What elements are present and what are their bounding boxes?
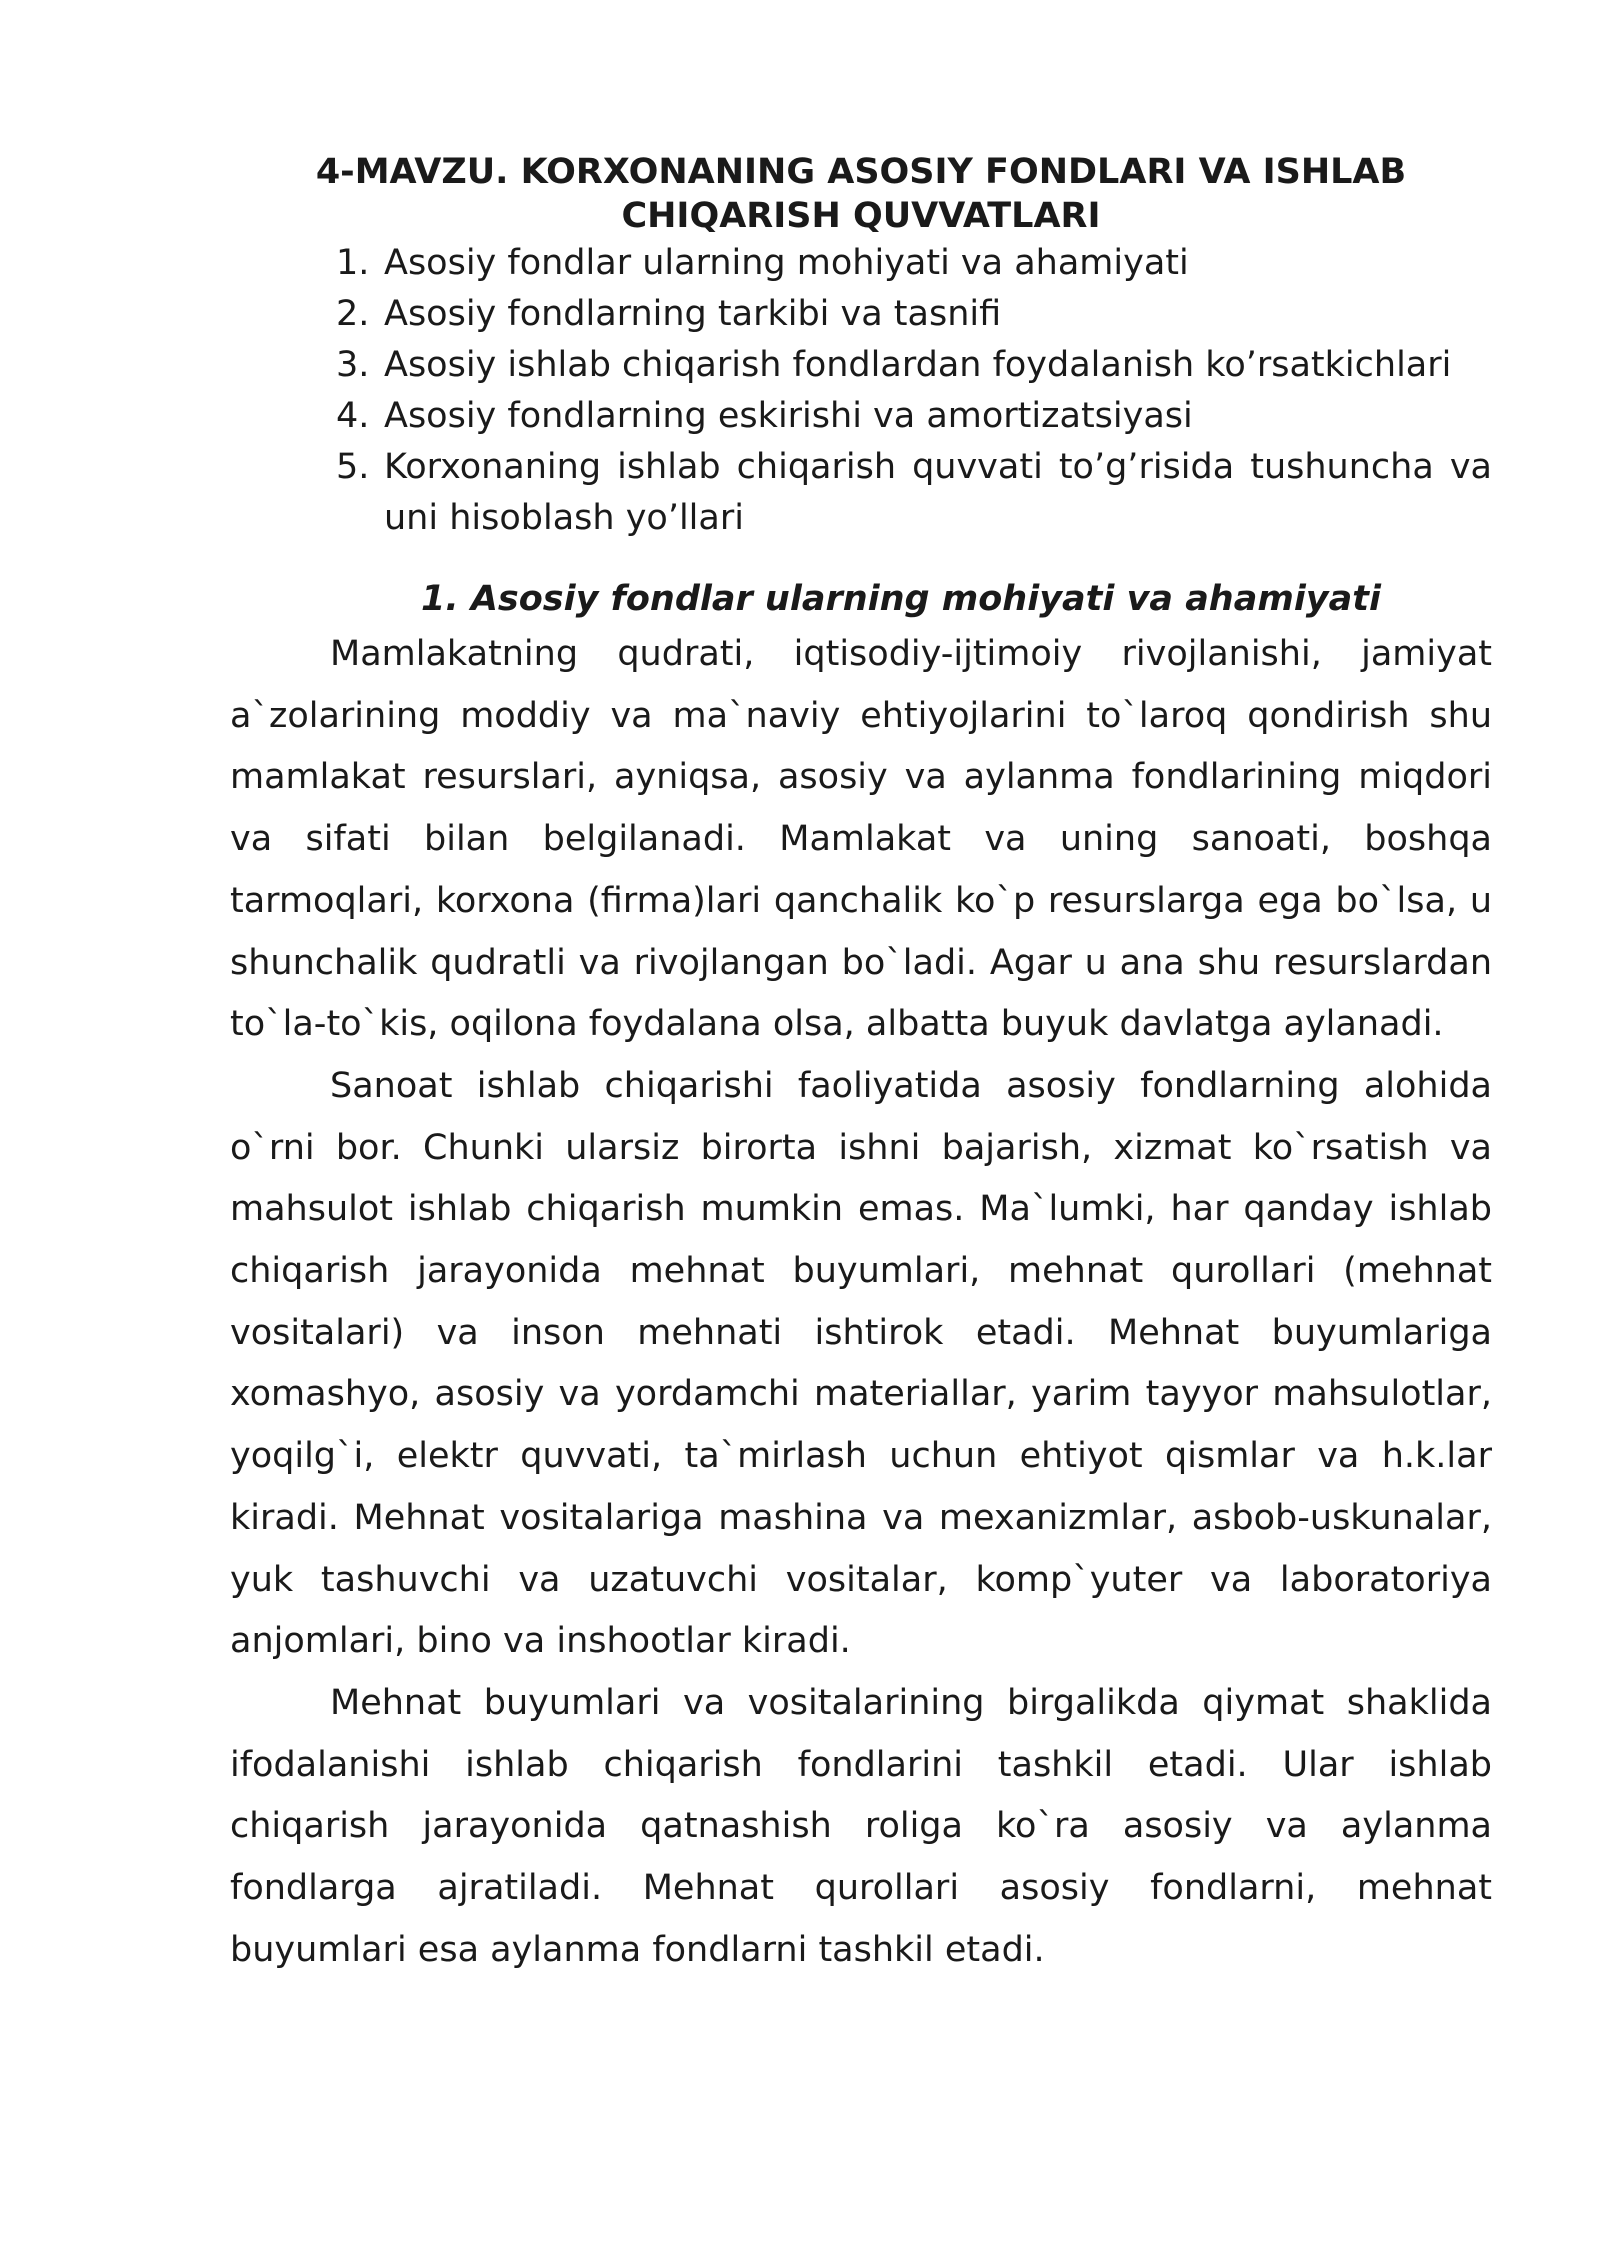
outline-item-number: 2.: [336, 294, 370, 334]
body-paragraph: Mamlakatning qudrati, iqtisodiy-ijtimoiy rivojlanishi, jamiyat a`zolarining moddiy va ma`naviy ehtiyojlarini to`laroq qondirish shu mamlakat resurslari, ayniqsa, asosiy va aylanma fondlarining miqdori va sifati bilan belgilanadi. Mamlakat va uning sanoati, boshqa tarmoqlari, korxona (firma)lari qanchalik ko`p resurslarga ega bo`lsa, u shunchalik qudratli va rivojlangan bo`ladi. Agar u ana shu resurslardan to`la-to`kis, oqilona foydalana olsa, albatta buyuk davlatga aylanadi.: [230, 634, 1492, 1045]
body-paragraph: Mehnat buyumlari va vositalarining birgalikda qiymat shaklida ifodalanishi ishlab chiqarish fondlarini tashkil etadi. Ular ishlab chiqarish jarayonida qatnashish roliga ko`ra asosiy va aylanma fondlarga ajratiladi. Mehnat qurollari asosiy fondlarni, mehnat buyumlari esa aylanma fondlarni tashkil etadi.: [230, 1682, 1492, 1970]
outline-item: [336, 442, 1492, 544]
title-line-1: 4-MAVZU. KORXONANING ASOSIY FONDLARI VA ISHLAB: [315, 152, 1407, 192]
outline-item-text: Asosiy ishlab chiqarish fondlardan foydalanish ko’rsatkichlari: [384, 345, 1452, 385]
body-paragraph: Sanoat ishlab chiqarishi faoliyatida asosiy fondlarning alohida o`rni bor. Chunki ularsiz birorta ishni bajarish, xizmat ko`rsatish va mahsulot ishlab chiqarish mumkin emas. Ma`lumki, har qanday ishlab chiqarish jarayonida mehnat buyumlari, mehnat qurollari (mehnat vositalari) va inson mehnati ishtirok etadi. Mehnat buyumlariga xomashyo, asosiy va yordamchi materiallar, yarim tayyor mahsulotlar, yoqilg`i, elektr quvvati, ta`mirlash uchun ehtiyot qismlar va h.k.lar kiradi. Mehnat vositalariga mashina va mexanizmlar, asbob-uskunalar, yuk tashuvchi va uzatuvchi vositalar, komp`yuter va laboratoriya anjomlari, bino va inshootlar kiradi.: [230, 1065, 1492, 1662]
outline-item-number: 5.: [336, 447, 370, 487]
title-line-2: CHIQARISH QUVVATLARI: [621, 196, 1101, 236]
outline-item-number: 4.: [336, 396, 370, 436]
outline-item-text: Korxonaning ishlab chiqarish quvvati to’g’risida tushuncha va uni hisoblash yo’llari: [384, 447, 1492, 538]
outline-item-text: Asosiy fondlarning tarkibi va tasnifi: [384, 294, 1002, 334]
outline-item: [336, 289, 1492, 340]
document-title: [230, 150, 1492, 238]
outline-item-number: 3.: [336, 345, 370, 385]
outline-item: [336, 391, 1492, 442]
outline-item: [336, 238, 1492, 289]
topic-outline-list: [336, 238, 1492, 544]
outline-item-number: 1.: [336, 243, 370, 283]
document-page: [230, 150, 1492, 1981]
outline-item: [336, 340, 1492, 391]
outline-item-text: Asosiy fondlarning eskirishi va amortizatsiyasi: [384, 396, 1193, 436]
outline-item-text: Asosiy fondlar ularning mohiyati va ahamiyati: [384, 243, 1189, 283]
section-heading: 1. Asosiy fondlar ularning mohiyati va ahamiyati: [421, 579, 1381, 619]
